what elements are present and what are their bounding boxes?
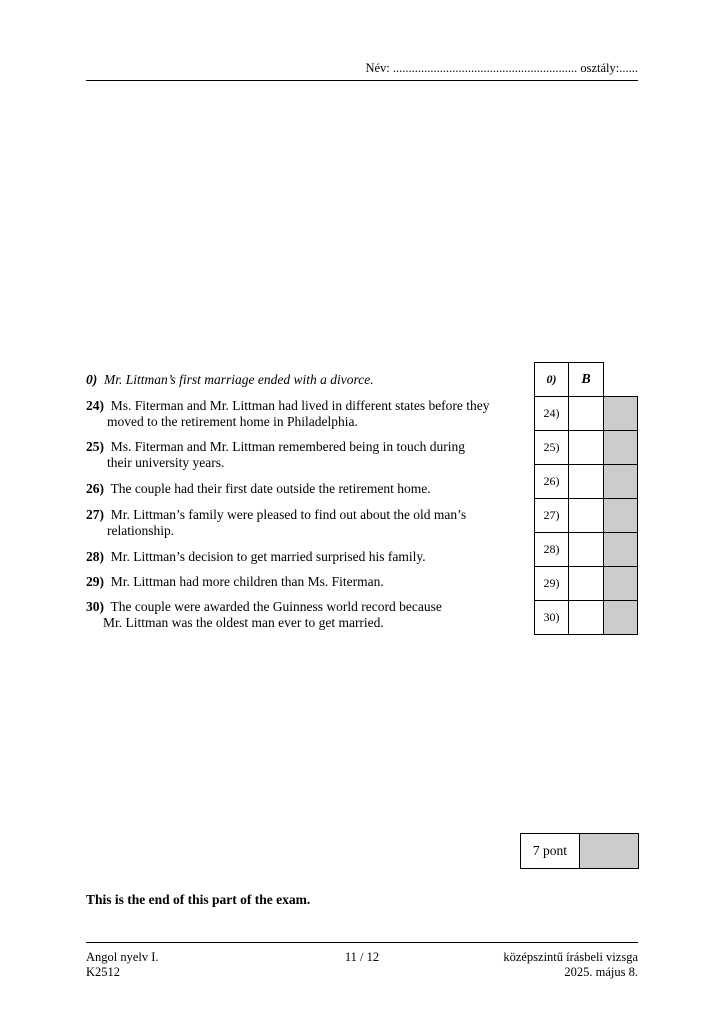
- answer-label: 30): [535, 601, 569, 635]
- answer-row: [535, 601, 638, 635]
- answer-row-example: [535, 363, 638, 397]
- score-grader-box: [580, 834, 639, 869]
- answer-label: 25): [535, 431, 569, 465]
- footer-exam-level: középszintű írásbeli vizsga: [503, 950, 638, 964]
- answer-box[interactable]: [569, 567, 604, 601]
- question-0-example: [86, 372, 531, 388]
- question-text: The couple had their first date outside the retirement home.: [110, 481, 431, 496]
- answer-box[interactable]: [569, 465, 604, 499]
- footer-divider: [86, 942, 638, 943]
- grader-box: [604, 567, 638, 601]
- answer-label: 26): [535, 465, 569, 499]
- question-text: The couple were awarded the Guinness world record because: [110, 599, 442, 614]
- question-number: 28): [86, 549, 104, 564]
- question-text-continued: their university years.: [107, 455, 225, 470]
- answer-grid: [534, 362, 638, 635]
- answer-label: 24): [535, 397, 569, 431]
- question-text: Mr. Littman had more children than Ms. Fiterman.: [110, 574, 384, 589]
- question-number: 30): [86, 599, 104, 614]
- answer-label: 28): [535, 533, 569, 567]
- footer-subject: [86, 950, 159, 980]
- example-answer: B: [569, 363, 604, 397]
- answer-row: [535, 533, 638, 567]
- question-24: [86, 398, 531, 430]
- grader-box: [604, 431, 638, 465]
- question-26: [86, 481, 531, 497]
- answer-row: [535, 465, 638, 499]
- answer-row: [535, 567, 638, 601]
- score-box: [520, 833, 639, 869]
- answer-box[interactable]: [569, 601, 604, 635]
- question-text-continued: relationship.: [107, 523, 175, 538]
- empty-cell: [604, 363, 638, 397]
- grader-box: [604, 533, 638, 567]
- question-28: [86, 549, 531, 565]
- question-text: Mr. Littman’s family were pleased to find out about the old man’s: [110, 507, 467, 522]
- grader-box: [604, 601, 638, 635]
- question-number: 27): [86, 507, 104, 522]
- answer-label: 27): [535, 499, 569, 533]
- answer-row: [535, 431, 638, 465]
- answer-box[interactable]: [569, 533, 604, 567]
- question-30: [86, 599, 531, 631]
- page-number: 11 / 12: [344, 950, 380, 964]
- grader-box: [604, 397, 638, 431]
- header-divider: [86, 80, 638, 81]
- question-text-continued: moved to the retirement home in Philadelphia.: [107, 414, 358, 429]
- question-number: 25): [86, 439, 104, 454]
- question-text: Ms. Fiterman and Mr. Littman had lived in different states before they: [110, 398, 490, 413]
- footer-exam-info: [503, 950, 638, 980]
- question-number: 0): [86, 372, 98, 387]
- question-number: 26): [86, 481, 104, 496]
- answer-label: 0): [535, 363, 569, 397]
- question-27: [86, 507, 531, 539]
- question-number: 24): [86, 398, 104, 413]
- question-29: [86, 574, 531, 590]
- question-text: Ms. Fiterman and Mr. Littman remembered being in touch during: [110, 439, 466, 454]
- footer-subject-name: Angol nyelv I.: [86, 950, 159, 964]
- answer-box[interactable]: [569, 397, 604, 431]
- question-text: Mr. Littman’s first marriage ended with a divorce.: [104, 372, 374, 387]
- footer-exam-date: 2025. május 8.: [564, 965, 638, 979]
- answer-row: [535, 499, 638, 533]
- score-label: 7 pont: [521, 834, 580, 869]
- question-text-continued: Mr. Littman was the oldest man ever to get married.: [103, 615, 384, 630]
- answer-label: 29): [535, 567, 569, 601]
- student-name-class-field: Név: ........................................................... osztály:......: [365, 61, 638, 75]
- answer-row: [535, 397, 638, 431]
- question-number: 29): [86, 574, 104, 589]
- question-text: Mr. Littman’s decision to get married surprised his family.: [110, 549, 426, 564]
- grader-box: [604, 465, 638, 499]
- grader-box: [604, 499, 638, 533]
- end-of-part-note: This is the end of this part of the exam.: [86, 892, 311, 907]
- answer-box[interactable]: [569, 499, 604, 533]
- question-25: [86, 439, 531, 471]
- answer-box[interactable]: [569, 431, 604, 465]
- footer-exam-code: K2512: [86, 965, 121, 979]
